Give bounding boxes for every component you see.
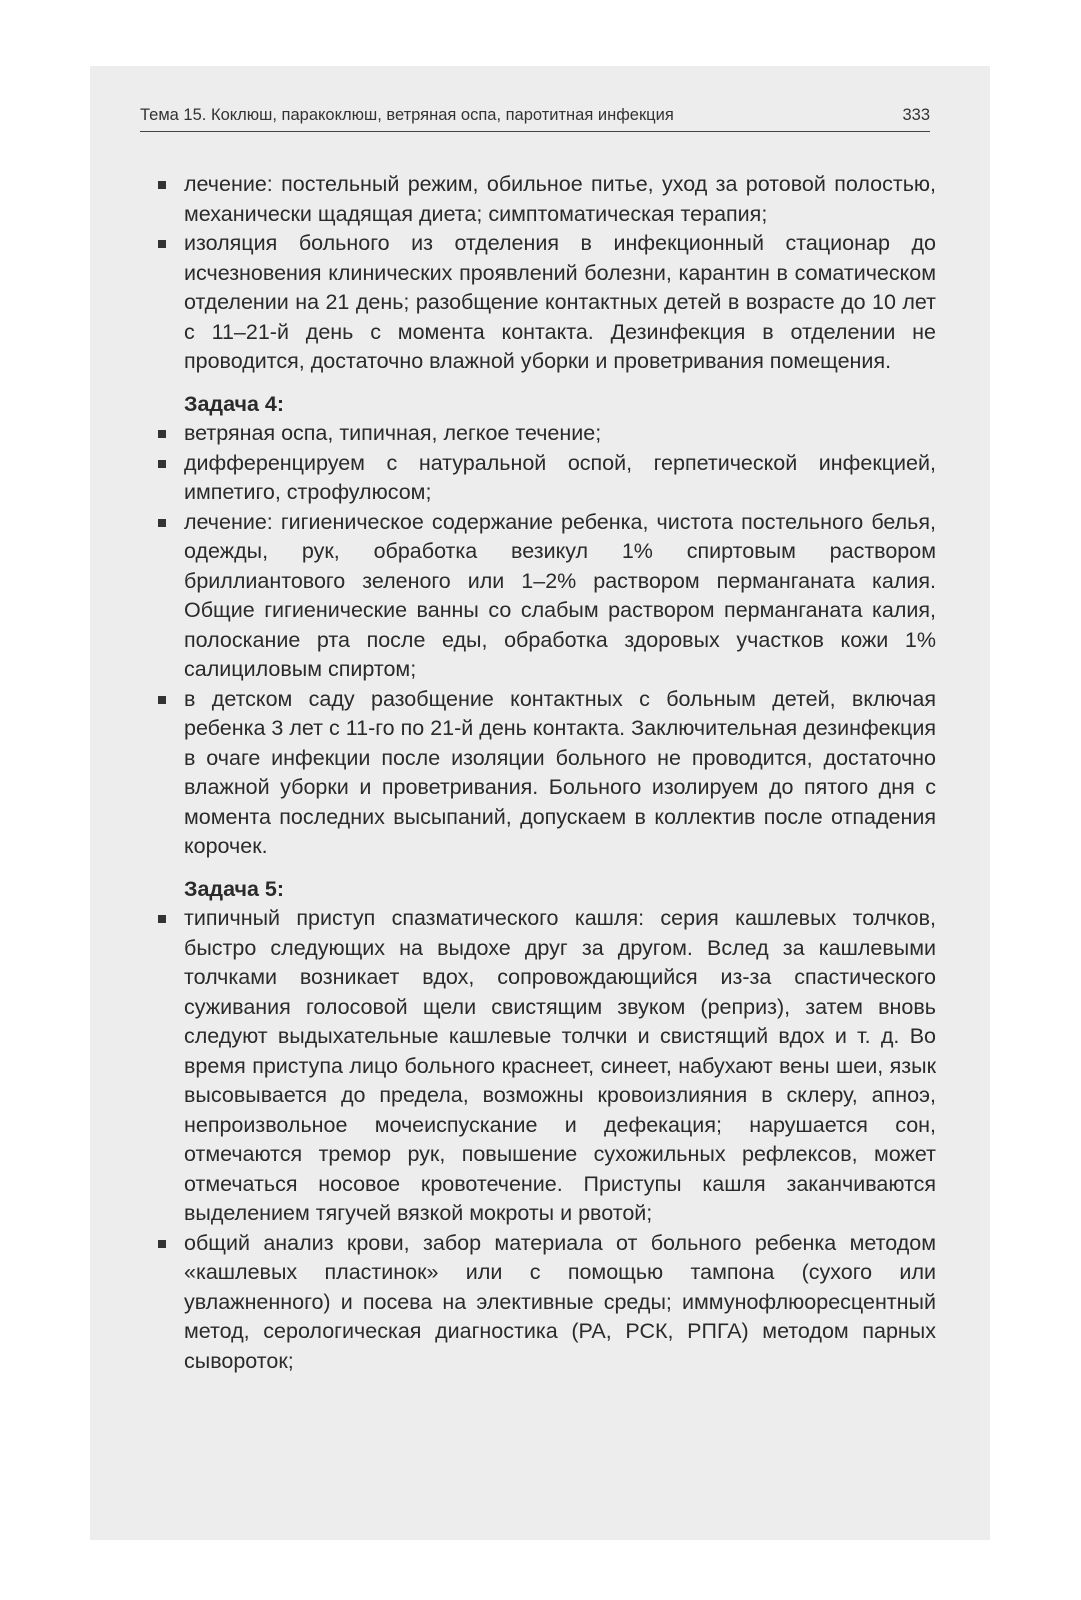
bullet-icon xyxy=(158,240,166,248)
page-content xyxy=(154,170,936,1376)
bullet-icon xyxy=(158,915,166,923)
list-item: лечение: постельный режим, обильное питье, уход за ротовой полостью, механически щадящая диета; симптоматическая терапия; xyxy=(154,170,936,229)
list-item: ветряная оспа, типичная, легкое течение; xyxy=(154,419,936,449)
task-5-list xyxy=(154,904,936,1376)
task-4-list xyxy=(154,419,936,862)
task-5-heading: Задача 5: xyxy=(184,876,285,901)
bullet-icon xyxy=(158,460,166,468)
page-number: 333 xyxy=(902,106,930,124)
list-item: дифференцируем с натуральной оспой, герпетической инфекцией, импетиго, строфулюсом; xyxy=(154,449,936,508)
book-page xyxy=(90,66,990,1540)
task-4-heading: Задача 4: xyxy=(184,391,285,416)
list-item: лечение: гигиеническое содержание ребенка, чистота постельного белья, одежды, рук, обработка везикул 1% спиртовым раствором бриллиантового зеленого или 1–2% раствором перманганата калия. Общие гигиенические ванны со слабым раствором перманганата калия, полоскание рта после еды, обработка здоровых участков кожи 1% салициловым спиртом; xyxy=(154,508,936,685)
bullet-icon xyxy=(158,696,166,704)
bullet-icon xyxy=(158,181,166,189)
list-item: изоляция больного из отделения в инфекционный стационар до исчезновения клинических проявлений болезни, карантин в соматическом отделении на 21 день; разобщение контактных детей в возрасте до 10 лет с 11–21-й день с момента контакта. Дезинфекция в отделении не проводится, достаточно влажной уборки и проветривания помещения. xyxy=(154,229,936,377)
bullet-icon xyxy=(158,430,166,438)
list-item: общий анализ крови, забор материала от больного ребенка методом «кашлевых пластинок» или с помощью тампона (сухого или увлажненного) и посева на элективные среды; иммунофлюоресцентный метод, серологическая диагностика (РА, РСК, РПГА) методом парных сывороток; xyxy=(154,1229,936,1377)
list-top xyxy=(154,170,936,377)
list-item: типичный приступ спазматического кашля: серия кашлевых толчков, быстро следующих на выдохе друг за другом. Вслед за кашлевыми толчками возникает вдох, сопровождающийся из-за спастического суживания голосовой щели свистящим звуком (реприз), затем вновь следуют выдыхательные кашлевые толчки и свистящий вдох и т. д. Во время приступа лицо больного краснеет, синеет, набухают вены шеи, язык высовывается до предела, возможны кровоизлияния в склеру, апноэ, непроизвольное мочеиспускание и дефекация; нарушается сон, отмечаются тремор рук, повышение сухожильных рефлексов, может отмечаться носовое кровотечение. Приступы кашля заканчиваются выделением тягучей вязкой мокроты и рвотой; xyxy=(154,904,936,1229)
running-header xyxy=(140,102,930,132)
list-item: в детском саду разобщение контактных с больным детей, включая ребенка 3 лет с 11-го по 21-й день контакта. Заключительная дезинфекция в очаге инфекции после изоляции больного не проводится, достаточно влажной уборки и проветривания. Больного изолируем до пятого дня с момента последних высыпаний, допускаем в коллектив после отпадения корочек. xyxy=(154,685,936,862)
bullet-icon xyxy=(158,1240,166,1248)
running-title: Тема 15. Коклюш, паракоклюш, ветряная оспа, паротитная инфекция xyxy=(140,106,674,124)
bullet-icon xyxy=(158,519,166,527)
